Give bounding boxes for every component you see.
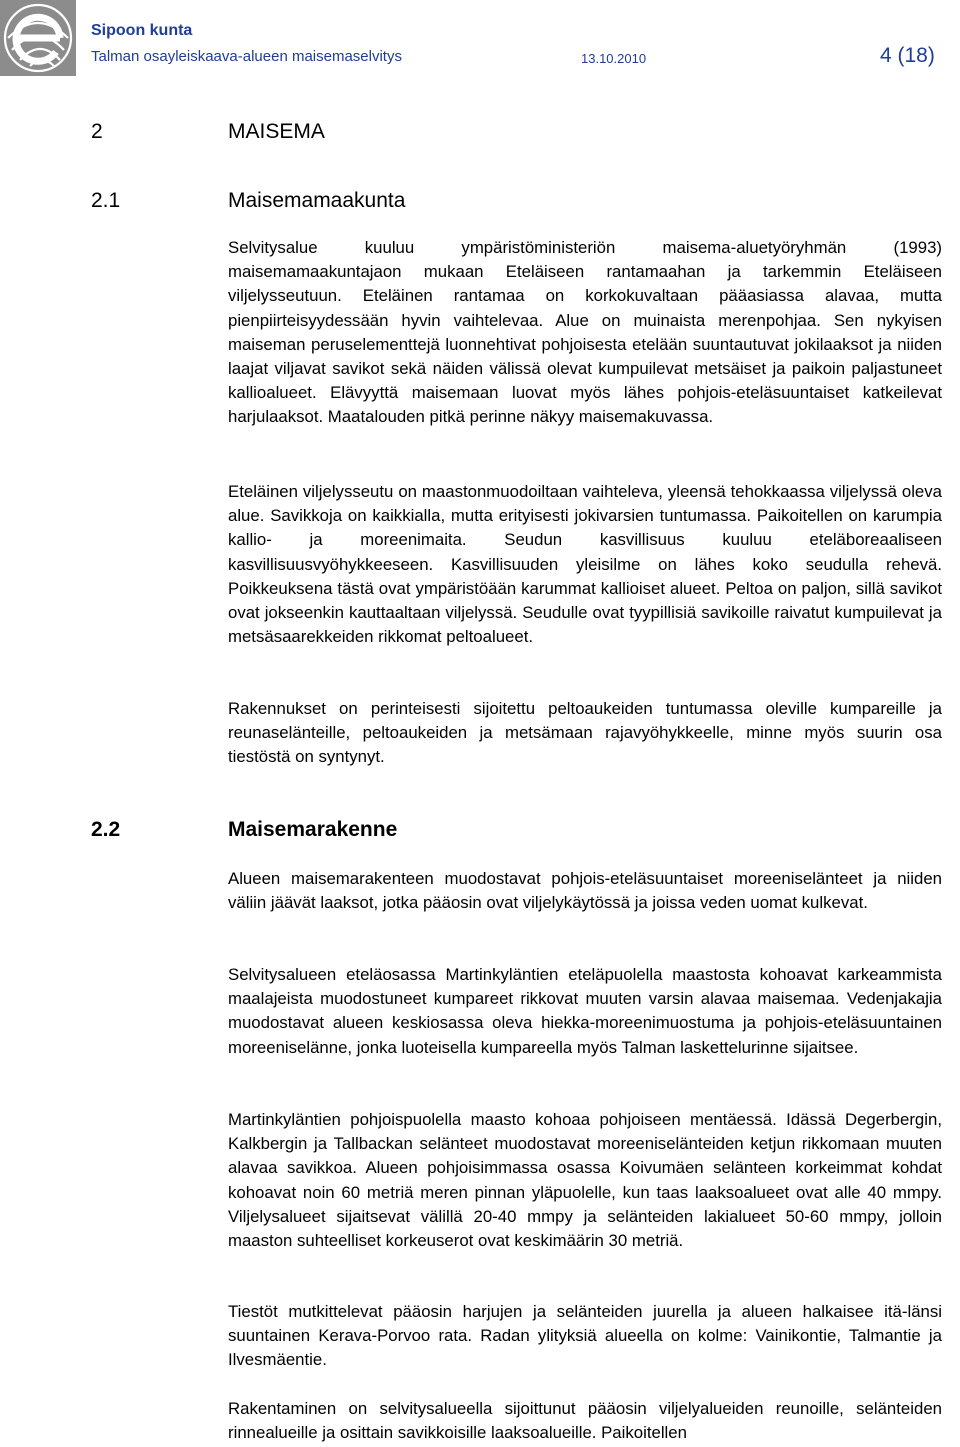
header-date: 13.10.2010 bbox=[581, 51, 647, 66]
body-paragraph: Rakennukset on perinteisesti sijoitettu peltoaukeiden tuntumassa oleville kumpareille ja reunaselänteille, peltoaukeiden ja metsämaan rajavyöhykkeelle, minne myös suurin osa tiestöstä on syntynyt. bbox=[228, 699, 942, 767]
chapter-number: 2 bbox=[91, 120, 103, 143]
body-paragraph: Alueen maisemarakenteen muodostavat pohjois-eteläsuuntaiset moreeniselänteet ja niiden väliin jäävät laaksot, jotka pääosin ovat viljelykäytössä ja joissa veden uomat kulkevat. bbox=[228, 869, 942, 913]
body-paragraph: Martinkyläntien pohjoispuolella maasto kohoaa pohjoiseen mentäessä. Idässä Degerbergin, Kalkbergin ja Tallbackan selänteet muodostavat moreeniselänteiden ketjun rikkomaan muuten alavaa savikkoa. Alueen pohjoisimmassa osassa Koivumäen selänteen korkeimmat kohdat kohoavat noin 60 metriä meren pinnan yläpuolelle, kun taas laaksoalueet ovat alle 40 mmpy. Viljelysalueet sijaitsevat välillä 20-40 mmpy ja selänteiden lakialueet 50-60 mmpy, jolloin maaston suhteelliset korkeuserot ovat keskimäärin 30 metriä. bbox=[228, 1110, 942, 1251]
body-paragraph: Selvitysalue kuuluu ympäristöministeriön maisema-aluetyöryhmän (1993) maisemamaakuntajaon mukaan Eteläiseen rantamaahan ja tarkemmin Eteläiseen viljelysseutuun. Eteläinen rantamaa on korkokuvaltaan pääasiassa alavaa, mutta pienpiirteisyydessään hyvin vaihtelevaa. Alue on muinaista merenpohjaa. Sen nykyisen maiseman peruselementtejä luonnehtivat pohjoisesta etelään suuntautuvat jokilaaksot ja niiden laajat viljavat savikot sekä näiden välissä olevat kumpuilevat metsäiset ja paikoin paljastuneet kallioalueet. Elävyyttä maisemaan luovat myös lähes pohjois-eteläsuuntaiset katkeilevat harjulaaksot. Maatalouden pitkä perinne näkyy maisemakuvassa. bbox=[228, 238, 942, 427]
logo-emblem-icon bbox=[0, 0, 76, 76]
section-number: 2.1 bbox=[91, 189, 121, 212]
body-paragraph: Selvitysalueen eteläosassa Martinkyläntien eteläpuolella maastosta kohoavat karkeammista maalajeista muodostuneet kumpareet rikkovat muuten varsin alavaa maisemaa. Vedenjakajia muodostavat alueen keskiosassa oleva hiekka-moreenimuostuma ja pohjois-eteläsuuntainen moreeniselänne, jonka luoteisella kumpareella myös Talman laskettelurinne sijaitsee. bbox=[228, 965, 942, 1057]
header-page-number: 4 (18) bbox=[880, 44, 935, 67]
section-title: Maisemarakenne bbox=[228, 818, 398, 841]
body-paragraph: Eteläinen viljelysseutu on maastonmuodoiltaan vaihteleva, yleensä tehokkaassa viljelyssä oleva alue. Savikkoja on kaikkialla, mutta erityisesti jokivarsien tuntumassa. Paikoitellen on karumpia kallio- ja moreenimaita. Seudun kasvillisuus kuuluu eteläboreaaliseen kasvillisuusvyöhykkeeseen. Kasvillisuuden yleisilme on lähes koko seudulla rehevä. Poikkeuksena tästä ovat ympäristöään karummat kallioiset alueet. Peltoa on paljon, sillä savikot ovat jokseenkin kauttaaltaan viljelyssä. Seudulle ovat tyypillisiä savikoille raivatut kumpuilevat ja metsäsaarekkeiden rikkomat peltoalueet. bbox=[228, 482, 942, 647]
body-paragraph: Tiestöt mutkittelevat pääosin harjujen ja selänteiden juurella ja alueen halkaisee itä-länsi suuntainen Kerava-Porvoo rata. Radan ylityksiä alueella on kolme: Vainikontie, Talmantie ja Ilvesmäentie. bbox=[228, 1302, 942, 1370]
section-title: Maisemamaakunta bbox=[228, 189, 406, 212]
section-heading-maisemarakenne bbox=[91, 818, 691, 844]
municipality-logo bbox=[0, 0, 76, 76]
section-number: 2.2 bbox=[91, 818, 121, 841]
header-document-title: Talman osayleiskaava-alueen maisemaselvitys bbox=[91, 48, 402, 65]
section-heading-maisemamaakunta bbox=[91, 189, 691, 215]
chapter-heading bbox=[91, 120, 691, 146]
body-paragraph: Rakentaminen on selvitysalueella sijoittunut pääosin viljelyalueiden reunoille, selänteiden rinnealueille ja osittain savikkoisille laaksoalueille. Paikoitellen bbox=[228, 1399, 942, 1443]
header-organization: Sipoon kunta bbox=[91, 22, 193, 39]
chapter-title: MAISEMA bbox=[228, 120, 325, 143]
